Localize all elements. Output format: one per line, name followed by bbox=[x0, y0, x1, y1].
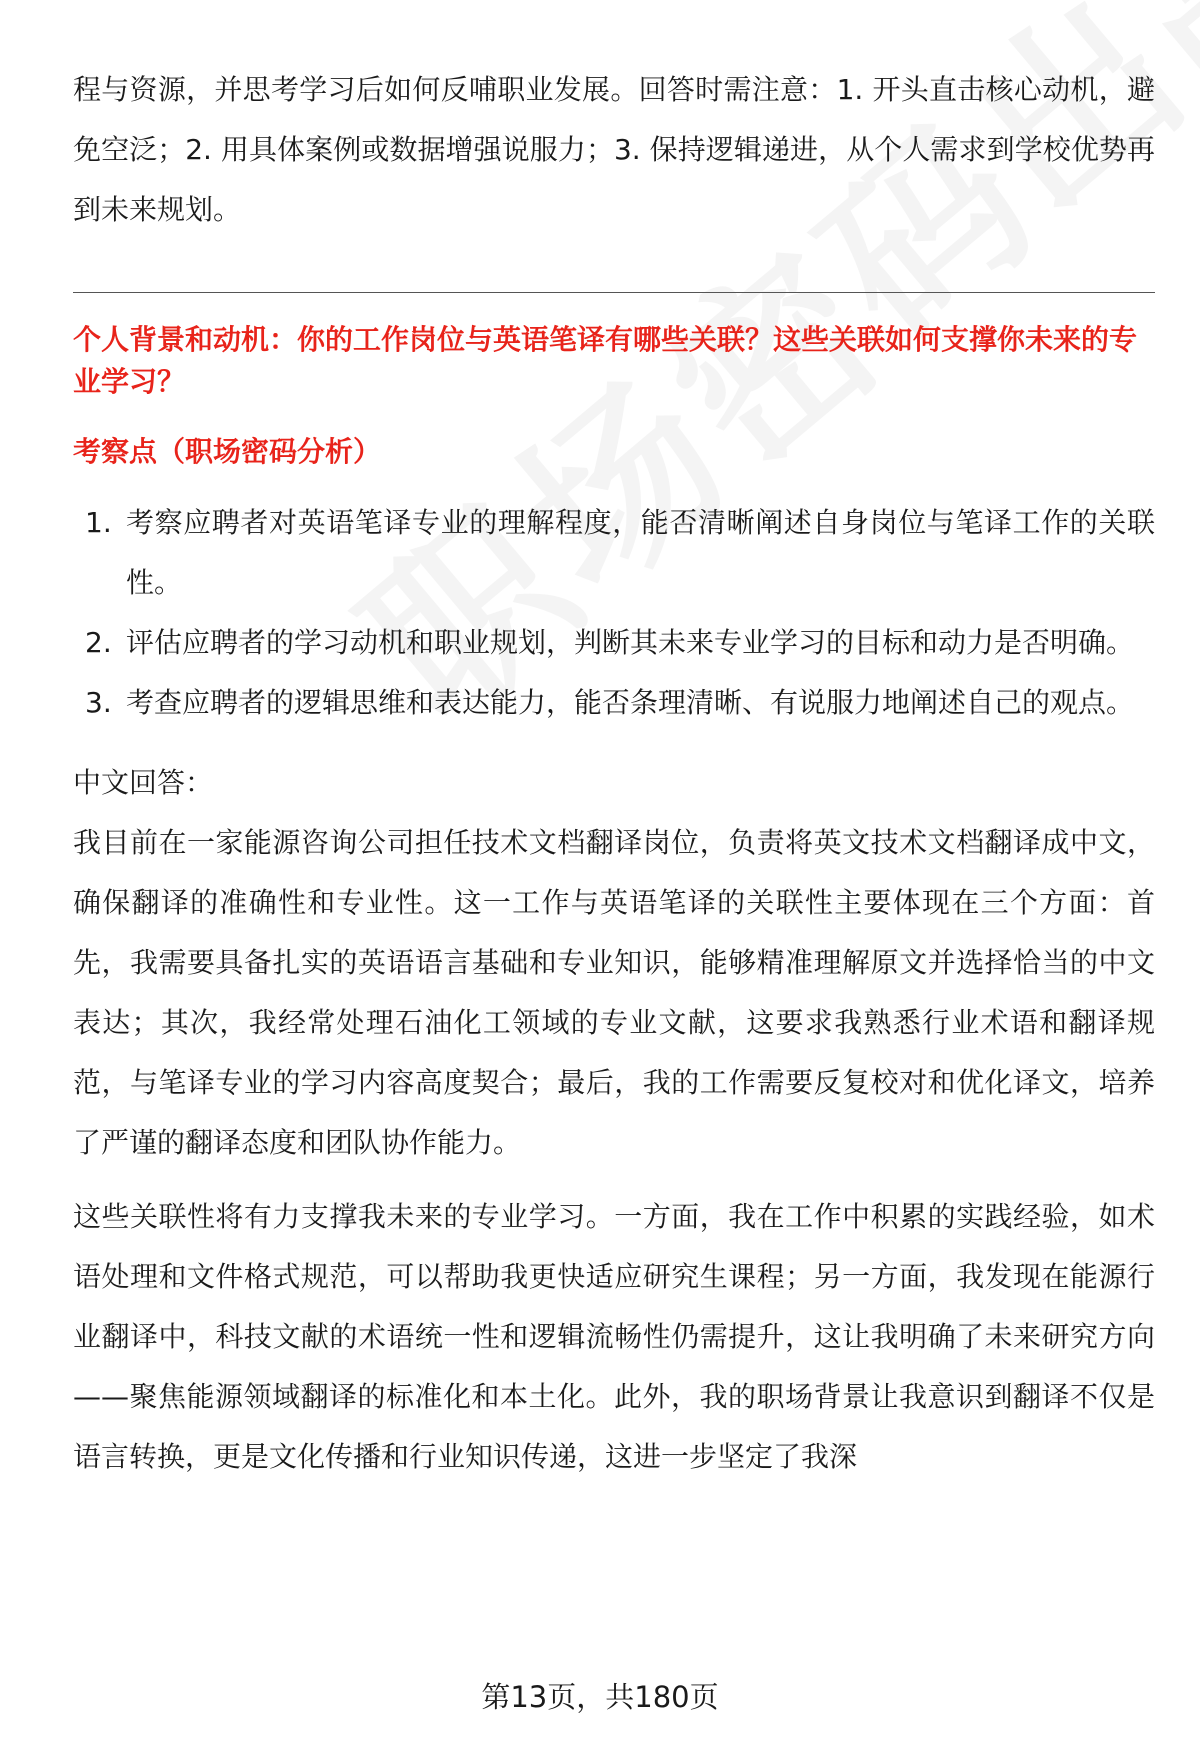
list-text: 评估应聘者的学习动机和职业规划，判断其未来专业学习的目标和动力是否明确。 bbox=[126, 626, 1135, 659]
list-item bbox=[73, 613, 1155, 673]
paragraph-gap bbox=[73, 1173, 1155, 1187]
examination-heading: 考察点（职场密码分析） bbox=[73, 435, 382, 468]
list-item bbox=[73, 493, 1155, 613]
list-number: 1. bbox=[85, 506, 112, 539]
examination-list bbox=[73, 493, 1155, 733]
list-item bbox=[73, 673, 1155, 733]
list-text: 考察应聘者对英语笔译专业的理解程度，能否清晰阐述自身岗位与笔译工作的关联性。 bbox=[126, 506, 1155, 599]
intro-paragraph: 程与资源，并思考学习后如何反哺职业发展。回答时需注意：1. 开头直击核心动机，避免空泛；2. 用具体案例或数据增强说服力；3. 保持逻辑递进，从个人需求到学校优势再到未来规划。 bbox=[73, 73, 1155, 226]
list-number: 3. bbox=[85, 686, 112, 719]
list-number: 2. bbox=[85, 626, 112, 659]
question-heading: 个人背景和动机：你的工作岗位与英语笔译有哪些关联？这些关联如何支撑你未来的专业学习？ bbox=[73, 323, 1138, 398]
answer-paragraph-2: 这些关联性将有力支撑我未来的专业学习。一方面，我在工作中积累的实践经验，如术语处理和文件格式规范，可以帮助我更快适应研究生课程；另一方面，我发现在能源行业翻译中，科技文献的术语统一性和逻辑流畅性仍需提升，这让我明确了未来研究方向——聚焦能源领域翻译的标准化和本土化。此外，我的职场背景让我意识到翻译不仅是语言转换，更是文化传播和行业知识传递，这进一步坚定了我深 bbox=[73, 1200, 1155, 1473]
answer-paragraph-1: 我目前在一家能源咨询公司担任技术文档翻译岗位，负责将英文技术文档翻译成中文，确保翻译的准确性和专业性。这一工作与英语笔译的关联性主要体现在三个方面：首先，我需要具备扎实的英语语言基础和专业知识，能够精准理解原文并选择恰当的中文表达；其次，我经常处理石油化工领域的专业文献，这要求我熟悉行业术语和翻译规范，与笔译专业的学习内容高度契合；最后，我的工作需要反复校对和优化译文，培养了严谨的翻译态度和团队协作能力。 bbox=[73, 826, 1155, 1159]
list-text: 考查应聘者的逻辑思维和表达能力，能否条理清晰、有说服力地阐述自己的观点。 bbox=[126, 686, 1135, 719]
page-number-footer: 第13页，共180页 bbox=[481, 1680, 719, 1714]
document-body bbox=[73, 60, 1155, 1487]
section-divider bbox=[73, 292, 1155, 293]
answer-label: 中文回答： bbox=[73, 766, 214, 799]
